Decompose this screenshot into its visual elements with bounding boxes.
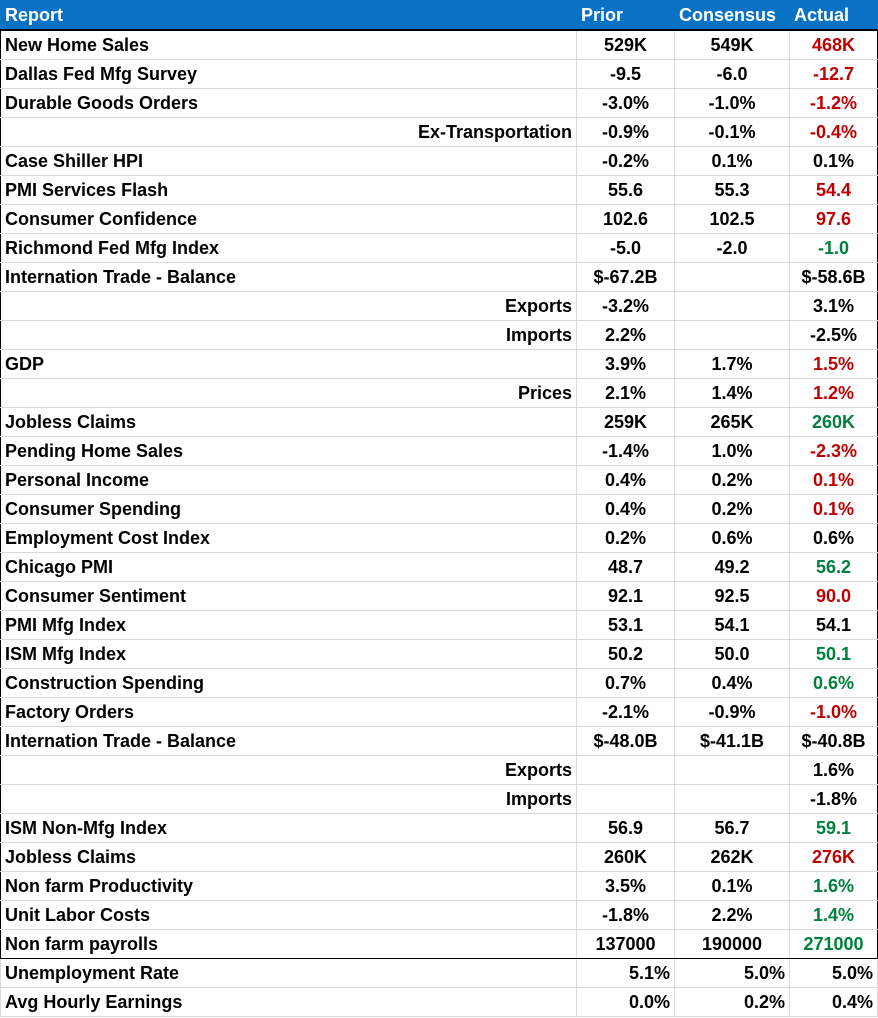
report-name-cell: Factory Orders [1, 698, 577, 727]
table-row [1, 843, 878, 872]
consensus-cell: -0.9% [675, 698, 790, 727]
actual-cell: -1.2% [790, 89, 878, 118]
report-name-cell: GDP [1, 350, 577, 379]
prior-cell: -9.5 [577, 60, 675, 89]
report-name-cell: Non farm payrolls [1, 930, 577, 959]
actual-cell: 0.1% [790, 466, 878, 495]
header-consensus: Consensus [675, 1, 790, 31]
table-row [1, 756, 878, 785]
prior-cell: 3.5% [577, 872, 675, 901]
header-actual: Actual [790, 1, 878, 31]
report-name-cell: Case Shiller HPI [1, 147, 577, 176]
consensus-cell: 0.2% [675, 988, 790, 1017]
table-row [1, 611, 878, 640]
table-row [1, 437, 878, 466]
report-name-cell: Ex-Transportation [1, 118, 577, 147]
actual-cell: 468K [790, 30, 878, 60]
consensus-cell: 0.1% [675, 872, 790, 901]
actual-cell: 1.2% [790, 379, 878, 408]
prior-cell [577, 756, 675, 785]
extra-rows [1, 959, 878, 1017]
actual-cell: $-40.8B [790, 727, 878, 756]
report-name-cell: Jobless Claims [1, 843, 577, 872]
header-report: Report [1, 1, 577, 31]
consensus-cell: 262K [675, 843, 790, 872]
actual-cell: 0.1% [790, 495, 878, 524]
table-row [1, 901, 878, 930]
actual-cell: 0.6% [790, 524, 878, 553]
consensus-cell: 92.5 [675, 582, 790, 611]
actual-cell: -1.8% [790, 785, 878, 814]
consensus-cell: 0.2% [675, 466, 790, 495]
prior-cell: 0.2% [577, 524, 675, 553]
prior-cell: -1.4% [577, 437, 675, 466]
consensus-cell [675, 292, 790, 321]
actual-cell: 56.2 [790, 553, 878, 582]
actual-cell: 5.0% [790, 959, 878, 988]
table-row [1, 466, 878, 495]
prior-cell: -2.1% [577, 698, 675, 727]
actual-cell: 50.1 [790, 640, 878, 669]
prior-cell: 0.0% [577, 988, 675, 1017]
report-name-cell: Pending Home Sales [1, 437, 577, 466]
actual-cell: 1.6% [790, 756, 878, 785]
report-name-cell: Unemployment Rate [1, 959, 577, 988]
consensus-cell: $-41.1B [675, 727, 790, 756]
actual-cell: 3.1% [790, 292, 878, 321]
table-row [1, 30, 878, 60]
consensus-cell: 0.6% [675, 524, 790, 553]
report-name-cell: Durable Goods Orders [1, 89, 577, 118]
table-row [1, 379, 878, 408]
report-name-cell: Dallas Fed Mfg Survey [1, 60, 577, 89]
table-row [1, 89, 878, 118]
table-row [1, 350, 878, 379]
prior-cell: 0.7% [577, 669, 675, 698]
prior-cell: 529K [577, 30, 675, 60]
consensus-cell [675, 785, 790, 814]
prior-cell: 53.1 [577, 611, 675, 640]
report-name-cell: Unit Labor Costs [1, 901, 577, 930]
prior-cell: 137000 [577, 930, 675, 959]
report-name-cell: Imports [1, 321, 577, 350]
actual-cell: 0.4% [790, 988, 878, 1017]
table-row [1, 959, 878, 988]
header-row [1, 1, 878, 31]
consensus-cell: 49.2 [675, 553, 790, 582]
actual-cell: 54.1 [790, 611, 878, 640]
report-name-cell: Internation Trade - Balance [1, 263, 577, 292]
actual-cell: -1.0% [790, 698, 878, 727]
actual-cell: 1.4% [790, 901, 878, 930]
table-row [1, 553, 878, 582]
consensus-cell: 0.2% [675, 495, 790, 524]
consensus-cell: 0.4% [675, 669, 790, 698]
report-name-cell: New Home Sales [1, 30, 577, 60]
report-name-cell: Consumer Confidence [1, 205, 577, 234]
consensus-cell: 190000 [675, 930, 790, 959]
table-row [1, 524, 878, 553]
actual-cell: 97.6 [790, 205, 878, 234]
prior-cell: $-67.2B [577, 263, 675, 292]
prior-cell: -0.9% [577, 118, 675, 147]
report-name-cell: Chicago PMI [1, 553, 577, 582]
prior-cell: 3.9% [577, 350, 675, 379]
table-row [1, 495, 878, 524]
consensus-cell: -0.1% [675, 118, 790, 147]
report-name-cell: Consumer Spending [1, 495, 577, 524]
prior-cell: 56.9 [577, 814, 675, 843]
consensus-cell: 1.7% [675, 350, 790, 379]
prior-cell: 0.4% [577, 466, 675, 495]
table-row [1, 176, 878, 205]
prior-cell: 259K [577, 408, 675, 437]
main-rows [1, 30, 878, 959]
table-row [1, 698, 878, 727]
actual-cell: -1.0 [790, 234, 878, 263]
consensus-cell: -2.0 [675, 234, 790, 263]
prior-cell: -5.0 [577, 234, 675, 263]
prior-cell: 2.2% [577, 321, 675, 350]
table-row [1, 205, 878, 234]
table-row [1, 814, 878, 843]
actual-cell: 59.1 [790, 814, 878, 843]
table-row [1, 292, 878, 321]
actual-cell: 0.1% [790, 147, 878, 176]
report-name-cell: Avg Hourly Earnings [1, 988, 577, 1017]
report-name-cell: Imports [1, 785, 577, 814]
report-name-cell: Employment Cost Index [1, 524, 577, 553]
consensus-cell: 0.1% [675, 147, 790, 176]
report-name-cell: Personal Income [1, 466, 577, 495]
report-name-cell: Exports [1, 292, 577, 321]
actual-cell: 1.6% [790, 872, 878, 901]
actual-cell: -2.3% [790, 437, 878, 466]
prior-cell: 0.4% [577, 495, 675, 524]
report-name-cell: Construction Spending [1, 669, 577, 698]
table-row [1, 988, 878, 1017]
consensus-cell [675, 756, 790, 785]
report-name-cell: Exports [1, 756, 577, 785]
table-row [1, 60, 878, 89]
actual-cell: 276K [790, 843, 878, 872]
consensus-cell: -6.0 [675, 60, 790, 89]
consensus-cell: 50.0 [675, 640, 790, 669]
consensus-cell: 265K [675, 408, 790, 437]
prior-cell: 55.6 [577, 176, 675, 205]
actual-cell: $-58.6B [790, 263, 878, 292]
table-row [1, 727, 878, 756]
report-name-cell: Jobless Claims [1, 408, 577, 437]
table-row [1, 930, 878, 959]
prior-cell: -0.2% [577, 147, 675, 176]
report-name-cell: ISM Mfg Index [1, 640, 577, 669]
actual-cell: 1.5% [790, 350, 878, 379]
consensus-cell: 102.5 [675, 205, 790, 234]
table-row [1, 321, 878, 350]
table-row [1, 582, 878, 611]
prior-cell: 5.1% [577, 959, 675, 988]
consensus-cell: 56.7 [675, 814, 790, 843]
actual-cell: 54.4 [790, 176, 878, 205]
table-row [1, 669, 878, 698]
header-prior: Prior [577, 1, 675, 31]
prior-cell: 260K [577, 843, 675, 872]
report-name-cell: Richmond Fed Mfg Index [1, 234, 577, 263]
actual-cell: -12.7 [790, 60, 878, 89]
prior-cell: -3.2% [577, 292, 675, 321]
actual-cell: 90.0 [790, 582, 878, 611]
prior-cell [577, 785, 675, 814]
prior-cell: $-48.0B [577, 727, 675, 756]
report-name-cell: Internation Trade - Balance [1, 727, 577, 756]
consensus-cell: 55.3 [675, 176, 790, 205]
prior-cell: 50.2 [577, 640, 675, 669]
table-row [1, 263, 878, 292]
consensus-cell: 1.4% [675, 379, 790, 408]
report-name-cell: PMI Mfg Index [1, 611, 577, 640]
prior-cell: 2.1% [577, 379, 675, 408]
actual-cell: 0.6% [790, 669, 878, 698]
consensus-cell: 549K [675, 30, 790, 60]
table-row [1, 785, 878, 814]
report-name-cell: Non farm Productivity [1, 872, 577, 901]
table-row [1, 118, 878, 147]
consensus-cell: 5.0% [675, 959, 790, 988]
consensus-cell: -1.0% [675, 89, 790, 118]
table-row [1, 234, 878, 263]
consensus-cell: 1.0% [675, 437, 790, 466]
table-row [1, 872, 878, 901]
consensus-cell [675, 263, 790, 292]
prior-cell: 48.7 [577, 553, 675, 582]
prior-cell: 92.1 [577, 582, 675, 611]
report-name-cell: ISM Non-Mfg Index [1, 814, 577, 843]
table-row [1, 640, 878, 669]
table-row [1, 408, 878, 437]
table-row [1, 147, 878, 176]
report-name-cell: Consumer Sentiment [1, 582, 577, 611]
prior-cell: -3.0% [577, 89, 675, 118]
consensus-cell: 2.2% [675, 901, 790, 930]
consensus-cell [675, 321, 790, 350]
report-name-cell: Prices [1, 379, 577, 408]
actual-cell: 260K [790, 408, 878, 437]
prior-cell: 102.6 [577, 205, 675, 234]
report-name-cell: PMI Services Flash [1, 176, 577, 205]
prior-cell: -1.8% [577, 901, 675, 930]
actual-cell: -2.5% [790, 321, 878, 350]
actual-cell: 271000 [790, 930, 878, 959]
actual-cell: -0.4% [790, 118, 878, 147]
consensus-cell: 54.1 [675, 611, 790, 640]
